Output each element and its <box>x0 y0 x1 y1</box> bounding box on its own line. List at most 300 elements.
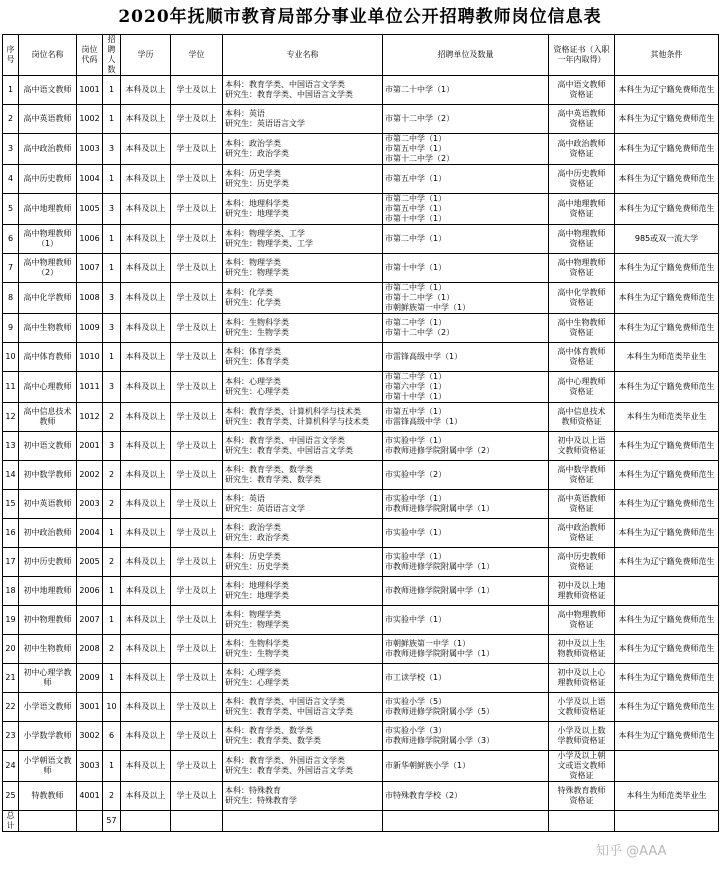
row-major-line: 本科：特殊教育 <box>225 786 281 795</box>
table-row <box>3 519 719 548</box>
row-units-line: 市教师进修学院附属中学（1） <box>385 562 495 571</box>
row-post-name: 初中心理学教师 <box>19 664 77 693</box>
row-units-line: 市雷锋高级中学（1） <box>385 417 463 426</box>
row-major-line: 研究生：教育学类、数学类 <box>225 736 321 745</box>
row-count: 1 <box>103 254 121 283</box>
row-degree: 学士及以上 <box>171 403 223 432</box>
row-units-line: 市第二十中学（1） <box>385 85 455 94</box>
row-post-name: 高中生物教师 <box>19 314 77 343</box>
row-cert-line: 资格证 <box>569 475 594 484</box>
row-units-line: 市教师进修学院附属中学（2） <box>385 446 495 455</box>
row-cert-line: 文或语文教师 <box>557 761 606 770</box>
row-units <box>383 76 549 105</box>
row-major-line: 研究生：物理学类、工学 <box>225 239 313 248</box>
row-count: 6 <box>103 722 121 751</box>
row-units-line: 市第十二中学（2） <box>385 154 455 163</box>
table-row <box>3 165 719 194</box>
row-cert-line: 资格证 <box>569 387 594 396</box>
row-major-line: 本科：教育学类、中国语言文学类 <box>225 436 345 445</box>
row-units-line: 市朝鲜族第一中学（1） <box>385 303 471 312</box>
row-major-line: 研究生：政治学类 <box>225 533 289 542</box>
row-units-line: 市特殊教育学校（2） <box>385 791 463 800</box>
row-post-code: 2003 <box>77 490 103 519</box>
row-count: 1 <box>103 105 121 134</box>
table-row <box>3 635 719 664</box>
row-degree: 学士及以上 <box>171 343 223 372</box>
row-cert-line: 初中及以上心 <box>557 668 606 677</box>
row-other: 本科生为辽宁籍免费师范生 <box>615 76 719 105</box>
total-empty-deg <box>171 811 223 832</box>
row-major <box>223 664 383 693</box>
row-major <box>223 693 383 722</box>
row-major <box>223 194 383 225</box>
row-major <box>223 577 383 606</box>
row-units-line: 市第十二中学（2） <box>385 328 455 337</box>
row-units-line: 市教师进修学院附属小学（5） <box>385 707 495 716</box>
header-units: 招聘单位及数量 <box>383 35 549 76</box>
recruitment-table <box>2 34 719 832</box>
row-units-line: 市第五中学（1） <box>385 407 447 416</box>
row-seq: 25 <box>3 782 19 811</box>
row-cert <box>549 343 615 372</box>
row-cert-line: 高中政治教师 <box>557 139 606 148</box>
row-seq: 12 <box>3 403 19 432</box>
row-major-line: 研究生：心理学类 <box>225 678 289 687</box>
row-major-line: 本科：教育学类、中国语言文学类 <box>225 80 345 89</box>
row-post-name: 高中政治教师 <box>19 134 77 165</box>
row-degree: 学士及以上 <box>171 372 223 403</box>
row-education: 本科及以上 <box>121 519 171 548</box>
row-post-code: 4001 <box>77 782 103 811</box>
row-units <box>383 194 549 225</box>
row-cert-line: 高中历史教师 <box>557 169 606 178</box>
row-degree: 学士及以上 <box>171 283 223 314</box>
row-major-line: 本科：教育学类、数学类 <box>225 726 313 735</box>
row-education: 本科及以上 <box>121 432 171 461</box>
row-cert-line: 高中英语教师 <box>557 109 606 118</box>
table-row <box>3 134 719 165</box>
row-count: 1 <box>103 751 121 782</box>
row-seq: 6 <box>3 225 19 254</box>
row-degree: 学士及以上 <box>171 606 223 635</box>
row-seq: 7 <box>3 254 19 283</box>
row-major-line: 本科：物理学类、工学 <box>225 229 305 238</box>
row-count: 10 <box>103 693 121 722</box>
row-cert-line: 资格证 <box>569 90 594 99</box>
row-units-line: 市第二中学（1） <box>385 318 447 327</box>
table-row <box>3 606 719 635</box>
row-cert <box>549 194 615 225</box>
header-other: 其他条件 <box>615 35 719 76</box>
row-degree: 学士及以上 <box>171 254 223 283</box>
row-units-line: 市实验小学（5） <box>385 697 447 706</box>
row-major-line: 研究生：物理学类 <box>225 268 289 277</box>
watermark: 知乎 @AAA <box>596 844 667 859</box>
row-post-name: 特教教师 <box>19 782 77 811</box>
row-post-name: 高中物理教师（2） <box>19 254 77 283</box>
row-units-line: 市教师进修学院附属小学（3） <box>385 736 495 745</box>
row-seq: 22 <box>3 693 19 722</box>
row-count: 1 <box>103 606 121 635</box>
table-row <box>3 283 719 314</box>
row-seq: 1 <box>3 76 19 105</box>
row-post-name: 初中地理教师 <box>19 577 77 606</box>
row-post-name: 高中地理教师 <box>19 194 77 225</box>
row-post-name: 小学语文教师 <box>19 693 77 722</box>
row-major-line: 研究生：政治学类 <box>225 149 289 158</box>
row-education: 本科及以上 <box>121 664 171 693</box>
row-education: 本科及以上 <box>121 343 171 372</box>
row-units-line: 市第二中学（1） <box>385 283 447 292</box>
row-seq: 13 <box>3 432 19 461</box>
table-row <box>3 432 719 461</box>
header-major: 专业名称 <box>223 35 383 76</box>
row-seq: 19 <box>3 606 19 635</box>
row-major-line: 本科：教育学类、中国语言文学类 <box>225 697 345 706</box>
row-cert <box>549 751 615 782</box>
row-cert <box>549 461 615 490</box>
row-units-line: 市教师进修学院附属中学（1） <box>385 504 495 513</box>
header-education: 学历 <box>121 35 171 76</box>
row-units-line: 市实验中学（1） <box>385 615 447 624</box>
row-units <box>383 283 549 314</box>
row-cert <box>549 606 615 635</box>
row-cert-line: 高中数学教师 <box>557 465 606 474</box>
row-other: 本科生为辽宁籍免费师范生 <box>615 548 719 577</box>
row-count: 1 <box>103 225 121 254</box>
row-count: 2 <box>103 548 121 577</box>
row-major-line: 研究生：教育学类、中国语言文学类 <box>225 446 353 455</box>
row-units <box>383 254 549 283</box>
row-education: 本科及以上 <box>121 194 171 225</box>
row-cert <box>549 490 615 519</box>
total-empty-name <box>19 811 77 832</box>
row-education: 本科及以上 <box>121 693 171 722</box>
row-major <box>223 722 383 751</box>
table-row <box>3 372 719 403</box>
row-seq: 5 <box>3 194 19 225</box>
table-row <box>3 403 719 432</box>
row-education: 本科及以上 <box>121 105 171 134</box>
row-other: 本科生为辽宁籍免费师范生 <box>615 722 719 751</box>
table-row <box>3 577 719 606</box>
row-seq: 21 <box>3 664 19 693</box>
row-cert <box>549 722 615 751</box>
row-major-line: 本科：心理学类 <box>225 668 281 677</box>
header-seq: 序号 <box>3 35 19 76</box>
row-cert <box>549 548 615 577</box>
row-other: 本科生为辽宁籍免费师范生 <box>615 606 719 635</box>
row-major-line: 本科：地理科学类 <box>225 199 289 208</box>
row-units <box>383 606 549 635</box>
row-cert <box>549 165 615 194</box>
row-units-line: 市工读学校（1） <box>385 673 447 682</box>
row-units <box>383 635 549 664</box>
row-post-name: 初中历史教师 <box>19 548 77 577</box>
row-major-line: 研究生：生物学类 <box>225 649 289 658</box>
row-post-code: 1004 <box>77 165 103 194</box>
row-cert-line: 高中历史教师 <box>557 552 606 561</box>
row-cert-line: 教师资格证 <box>561 417 602 426</box>
table-row <box>3 782 719 811</box>
row-major-line: 本科：化学类 <box>225 288 273 297</box>
row-education: 本科及以上 <box>121 225 171 254</box>
header-cert: 资格证书（入职一年内取得） <box>549 35 615 76</box>
row-major <box>223 751 383 782</box>
row-post-code: 3003 <box>77 751 103 782</box>
row-major-line: 本科：教育学类、计算机科学与技术类 <box>225 407 361 416</box>
table-row <box>3 254 719 283</box>
row-post-code: 2002 <box>77 461 103 490</box>
row-cert-line: 理教师资格证 <box>557 591 606 600</box>
table-body <box>3 76 719 811</box>
row-cert-line: 资格证 <box>569 620 594 629</box>
total-label: 总计 <box>3 811 19 832</box>
row-post-code: 1011 <box>77 372 103 403</box>
row-education: 本科及以上 <box>121 751 171 782</box>
row-post-name: 初中政治教师 <box>19 519 77 548</box>
row-cert-line: 高中物理教师 <box>557 229 606 238</box>
row-degree: 学士及以上 <box>171 490 223 519</box>
row-units <box>383 461 549 490</box>
row-degree: 学士及以上 <box>171 664 223 693</box>
row-major-line: 本科：生物科学类 <box>225 318 289 327</box>
row-units <box>383 372 549 403</box>
row-cert-line: 资格证 <box>569 533 594 542</box>
row-major-line: 研究生：英语语言文学 <box>225 504 305 513</box>
header-degree: 学位 <box>171 35 223 76</box>
row-count: 1 <box>103 343 121 372</box>
row-other: 本科生为辽宁籍免费师范生 <box>615 105 719 134</box>
row-seq: 16 <box>3 519 19 548</box>
header-row <box>3 35 719 76</box>
row-units-line: 市实验小学（3） <box>385 726 447 735</box>
row-units <box>383 490 549 519</box>
row-degree: 学士及以上 <box>171 722 223 751</box>
row-units <box>383 693 549 722</box>
row-count: 1 <box>103 76 121 105</box>
row-degree: 学士及以上 <box>171 751 223 782</box>
row-cert <box>549 664 615 693</box>
table-row <box>3 314 719 343</box>
header-post-code: 岗位代码 <box>77 35 103 76</box>
row-major-line: 本科：教育学类、外国语言文学类 <box>225 756 345 765</box>
row-cert-line: 特殊教育教师 <box>557 786 606 795</box>
row-major <box>223 606 383 635</box>
row-major-line: 本科：历史学类 <box>225 552 281 561</box>
row-cert-line: 资格证 <box>569 504 594 513</box>
row-cert <box>549 314 615 343</box>
total-empty-units <box>383 811 549 832</box>
row-cert <box>549 403 615 432</box>
row-cert-line: 资格证 <box>569 796 594 805</box>
row-count: 1 <box>103 664 121 693</box>
row-other: 本科生为辽宁籍免费师范生 <box>615 314 719 343</box>
row-major <box>223 635 383 664</box>
row-seq: 11 <box>3 372 19 403</box>
row-cert-line: 理教师资格证 <box>557 678 606 687</box>
row-other <box>615 751 719 782</box>
table-row <box>3 194 719 225</box>
row-major <box>223 403 383 432</box>
row-units <box>383 105 549 134</box>
row-units-line: 市实验中学（2） <box>385 470 447 479</box>
row-post-code: 2005 <box>77 548 103 577</box>
row-major-line: 研究生：地理学类 <box>225 209 289 218</box>
row-education: 本科及以上 <box>121 314 171 343</box>
row-cert-line: 高中心理教师 <box>557 377 606 386</box>
row-major-line: 研究生：物理学类 <box>225 620 289 629</box>
row-major-line: 研究生：化学类 <box>225 298 281 307</box>
row-units-line: 市实验中学（1） <box>385 494 447 503</box>
row-seq: 3 <box>3 134 19 165</box>
row-major <box>223 548 383 577</box>
row-degree: 学士及以上 <box>171 577 223 606</box>
total-empty-code <box>77 811 103 832</box>
row-count: 3 <box>103 194 121 225</box>
row-major-line: 研究生：生物学类 <box>225 328 289 337</box>
row-units-line: 市实验中学（1） <box>385 552 447 561</box>
row-degree: 学士及以上 <box>171 635 223 664</box>
row-education: 本科及以上 <box>121 403 171 432</box>
row-cert-line: 初中及以上语 <box>557 436 606 445</box>
row-units-line: 市第二中学（1） <box>385 372 447 381</box>
row-cert-line: 资格证 <box>569 149 594 158</box>
row-post-code: 1002 <box>77 105 103 134</box>
row-degree: 学士及以上 <box>171 782 223 811</box>
row-education: 本科及以上 <box>121 254 171 283</box>
row-count: 3 <box>103 134 121 165</box>
row-degree: 学士及以上 <box>171 548 223 577</box>
row-units <box>383 134 549 165</box>
row-other: 本科生为辽宁籍免费师范生 <box>615 635 719 664</box>
row-post-code: 1005 <box>77 194 103 225</box>
row-degree: 学士及以上 <box>171 165 223 194</box>
row-other: 本科生为师范类毕业生 <box>615 403 719 432</box>
row-major-line: 本科：英语 <box>225 494 265 503</box>
row-post-code: 2008 <box>77 635 103 664</box>
row-cert-line: 小学及以上朝 <box>557 751 606 760</box>
row-other: 本科生为辽宁籍免费师范生 <box>615 693 719 722</box>
row-post-name: 初中英语教师 <box>19 490 77 519</box>
row-degree: 学士及以上 <box>171 432 223 461</box>
row-cert <box>549 254 615 283</box>
total-empty-edu <box>121 811 171 832</box>
row-count: 3 <box>103 314 121 343</box>
row-other: 本科生为辽宁籍免费师范生 <box>615 519 719 548</box>
row-units <box>383 548 549 577</box>
row-major <box>223 782 383 811</box>
row-cert-line: 学教师资格证 <box>557 736 606 745</box>
row-units-line: 市第十二中学（2） <box>385 114 455 123</box>
row-units-line: 市教师进修学院附属中学（1） <box>385 649 495 658</box>
row-major-line: 本科：生物科学类 <box>225 639 289 648</box>
total-row <box>3 811 719 832</box>
row-cert <box>549 105 615 134</box>
row-units-line: 市朝鲜族第一中学（1） <box>385 639 471 648</box>
row-cert-line: 高中物理教师 <box>557 258 606 267</box>
row-cert-line: 高中化学教师 <box>557 288 606 297</box>
row-cert <box>549 76 615 105</box>
row-units-line: 市第二中学（1） <box>385 194 447 203</box>
row-post-name: 初中物理教师 <box>19 606 77 635</box>
row-degree: 学士及以上 <box>171 693 223 722</box>
row-seq: 2 <box>3 105 19 134</box>
row-degree: 学士及以上 <box>171 314 223 343</box>
row-units <box>383 165 549 194</box>
row-units <box>383 664 549 693</box>
row-other: 本科生为师范类毕业生 <box>615 782 719 811</box>
row-major <box>223 314 383 343</box>
row-education: 本科及以上 <box>121 606 171 635</box>
row-major <box>223 490 383 519</box>
row-cert-line: 资格证 <box>569 298 594 307</box>
row-seq: 9 <box>3 314 19 343</box>
row-education: 本科及以上 <box>121 372 171 403</box>
row-major <box>223 461 383 490</box>
row-units-line: 市第五中学（1） <box>385 204 447 213</box>
row-major-line: 研究生：教育学类、数学类 <box>225 475 321 484</box>
row-major <box>223 225 383 254</box>
row-seq: 10 <box>3 343 19 372</box>
row-units <box>383 432 549 461</box>
row-degree: 学士及以上 <box>171 76 223 105</box>
row-degree: 学士及以上 <box>171 519 223 548</box>
header-count: 招聘人数 <box>103 35 121 76</box>
row-other: 本科生为师范类毕业生 <box>615 343 719 372</box>
total-empty-other <box>615 811 719 832</box>
row-education: 本科及以上 <box>121 165 171 194</box>
row-units-line: 市第二中学（1） <box>385 234 447 243</box>
row-post-code: 2001 <box>77 432 103 461</box>
row-cert-line: 资格证 <box>569 771 594 780</box>
row-major-line: 研究生：教育学类、外国语言文学类 <box>225 766 353 775</box>
row-other: 本科生为辽宁籍免费师范生 <box>615 254 719 283</box>
row-cert <box>549 635 615 664</box>
row-cert <box>549 519 615 548</box>
total-empty-major <box>223 811 383 832</box>
row-cert-line: 高中信息技术 <box>557 407 606 416</box>
row-units-line: 市雷锋高级中学（1） <box>385 352 463 361</box>
row-cert-line: 小学及以上数 <box>557 726 606 735</box>
row-post-code: 2006 <box>77 577 103 606</box>
row-other: 本科生为辽宁籍免费师范生 <box>615 194 719 225</box>
row-units-line: 市第五中学（1） <box>385 174 447 183</box>
row-post-name: 高中信息技术教师 <box>19 403 77 432</box>
total-empty-cert <box>549 811 615 832</box>
page-title: 2020年抚顺市教育局部分事业单位公开招聘教师岗位信息表 <box>118 7 602 27</box>
row-education: 本科及以上 <box>121 134 171 165</box>
row-cert-line: 初中及以上地 <box>557 581 606 590</box>
row-other: 本科生为辽宁籍免费师范生 <box>615 165 719 194</box>
row-cert-line: 高中英语教师 <box>557 494 606 503</box>
row-major <box>223 519 383 548</box>
row-count: 2 <box>103 782 121 811</box>
table-row <box>3 76 719 105</box>
row-major-line: 研究生：教育学类、中国语言文学类 <box>225 90 353 99</box>
table-row <box>3 664 719 693</box>
row-major-line: 本科：政治学类 <box>225 139 281 148</box>
row-post-code: 1012 <box>77 403 103 432</box>
row-post-code: 2009 <box>77 664 103 693</box>
row-post-name: 初中语文教师 <box>19 432 77 461</box>
row-seq: 4 <box>3 165 19 194</box>
row-other: 本科生为辽宁籍免费师范生 <box>615 490 719 519</box>
row-count: 1 <box>103 577 121 606</box>
row-cert-line: 初中及以上生 <box>557 639 606 648</box>
row-cert-line: 小学及以上语 <box>557 697 606 706</box>
row-cert-line: 资格证 <box>569 209 594 218</box>
